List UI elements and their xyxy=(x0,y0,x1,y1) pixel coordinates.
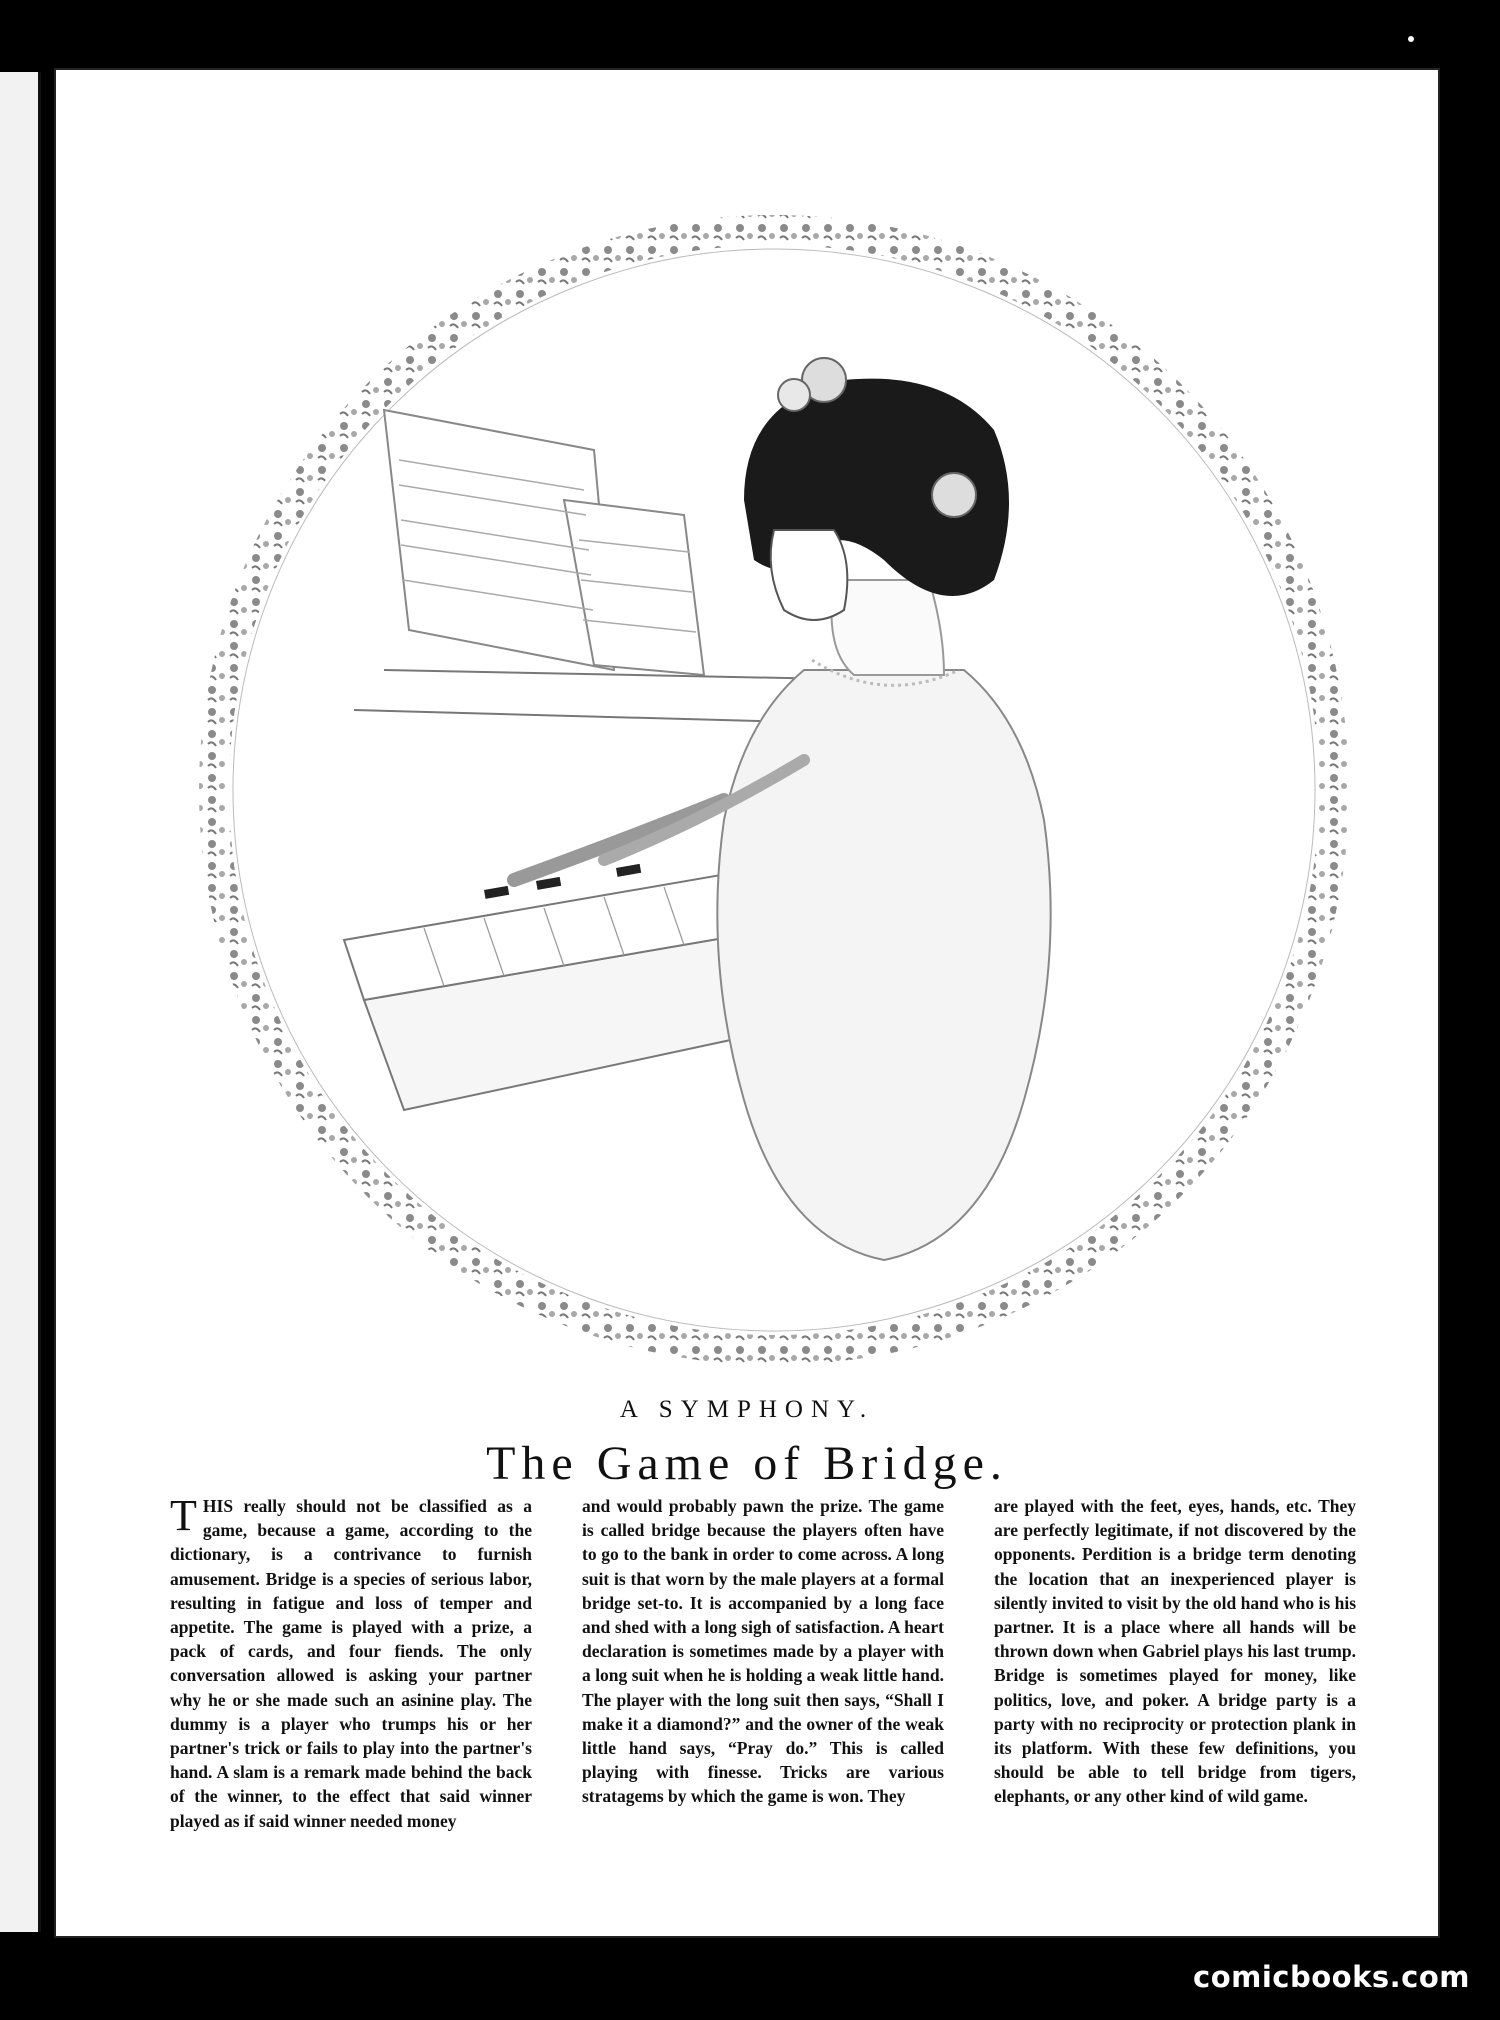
music-sheets xyxy=(384,410,704,675)
speck xyxy=(1408,36,1414,42)
column-text: are played with the feet, eyes, hands, etc. They are perfectly legitimate, if not discovered by the opponents. Perdition is a bridge term denoting the location that an inexperienced player is silently invited to visit by the old hand who is his partner. It is a place where all hands will be thrown down when Gabriel plays his last trump. Bridge is sometimes played for money, like politics, love, and poker. A bridge party is a party with no reciprocity or protection plank in its platform. With these few definitions, you should be able to tell bridge from tigers, elephants, or any other kind of wild game. xyxy=(994,1496,1356,1807)
article-title: The Game of Bridge. xyxy=(486,1437,1008,1490)
column-text: and would probably pawn the prize. The game is called bridge because the players often have to go to the bank in order to come across. A long suit is that worn by the male players at a formal bridge set-to. It is accompanied by a long face and shed with a long sigh of satisfaction. A heart declaration is sometimes made by a player with a long suit when he is holding a weak little hand. The player with the long suit then says, “Shall I make it a diamond?” and the owner of the weak little hand says, “Pray do.” This is called playing with finesse. Tricks are various stratagems by which the game is won. They xyxy=(582,1496,944,1807)
article-column-3 xyxy=(994,1494,1356,1833)
site-watermark: comicbooks.com xyxy=(1193,1960,1470,1994)
adjacent-page-edge xyxy=(0,72,41,1932)
article-body xyxy=(170,1491,1356,1833)
magazine-page xyxy=(54,68,1440,1938)
article-column-1 xyxy=(170,1491,532,1833)
symphony-illustration xyxy=(184,200,1364,1380)
article-column-2 xyxy=(582,1494,944,1833)
column-text: HIS really should not be classified as a game, because a game, according to the dictionary, is a contrivance to furnish amusement. Bridge is a species of serious labor, resulting in fatigue and loss of temper and appetite. The game is played with a prize, a pack of cards, and four fiends. The only conversation allowed is asking your partner why he or she made such an asinine play. The dummy is a player who trumps his or her partner's trick or fails to play into the partner's hand. A slam is a remark made behind the back of the winner, to the effect that said winner played as if said winner needed money xyxy=(170,1496,532,1831)
drop-cap: T xyxy=(170,1491,197,1540)
illustration-caption: A SYMPHONY. xyxy=(619,1396,875,1423)
